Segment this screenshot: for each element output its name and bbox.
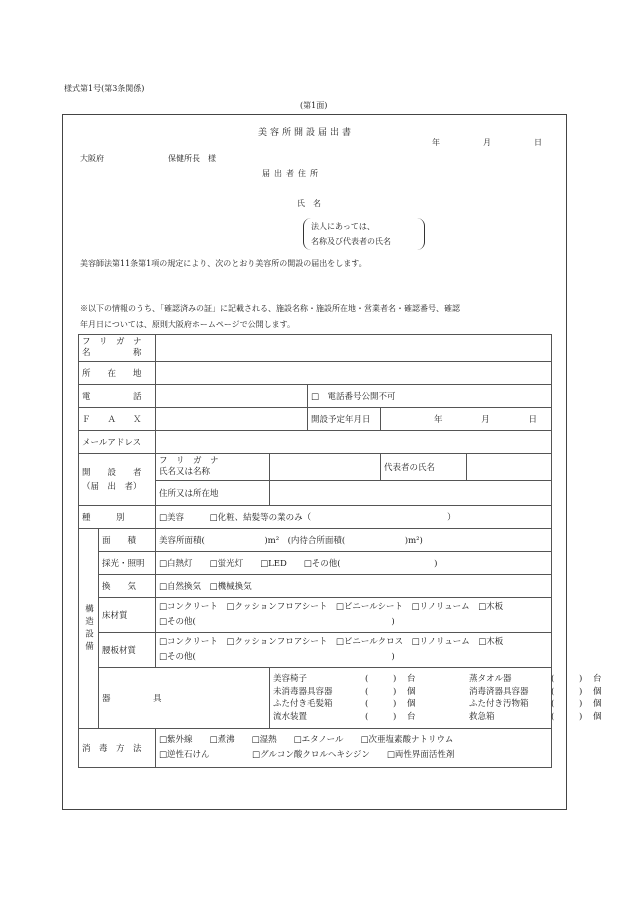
equipment-close-2[interactable]: ) xyxy=(579,699,583,709)
equipment-open-2: ( xyxy=(551,699,555,709)
email-label: メールアドレス xyxy=(79,431,156,454)
equipment-unit: 個 xyxy=(407,699,416,709)
equipment-row xyxy=(273,673,602,686)
equipment-name-2: 消毒済器具容器 xyxy=(469,686,529,697)
equipment-name: 流水装置 xyxy=(273,711,308,722)
floor-label: 床材質 xyxy=(99,598,156,633)
equipment-close[interactable]: ) xyxy=(393,699,397,709)
registration-table xyxy=(78,334,602,768)
founder-address-input[interactable] xyxy=(270,481,552,506)
statement: 美容師法第11条第1項の規定により、次のとおり美容所の開設の届出をします。 xyxy=(80,259,367,268)
equipment-unit-2: 台 xyxy=(593,674,602,684)
equipment-close-2[interactable]: ) xyxy=(579,711,583,722)
equipment-unit-2: 個 xyxy=(593,699,602,709)
equipment-row xyxy=(273,698,602,711)
equipment-open-2: ( xyxy=(551,711,555,722)
type-label: 種 別 xyxy=(79,506,156,529)
location-label: 所 在 地 xyxy=(79,362,156,385)
phone-label: 電 話 xyxy=(79,385,156,408)
facility-name-label-cell xyxy=(79,335,156,362)
area-label: 面 積 xyxy=(99,529,156,552)
facility-name-input[interactable] xyxy=(156,335,552,362)
notice-line-1: ※以下の情報のうち、「確認済みの証」に記載される、施設名称・施設所在地・営業者名・確認番号、確認 xyxy=(80,304,460,313)
date-year[interactable]: 年 xyxy=(432,138,440,147)
ventilation-options[interactable]: □自然換気 □機械換気 xyxy=(156,575,552,598)
founder-name-input[interactable] xyxy=(270,454,381,481)
email-input[interactable] xyxy=(156,431,552,454)
date-month[interactable]: 月 xyxy=(483,138,491,147)
page-label: (第1面) xyxy=(300,101,328,110)
equipment-row xyxy=(273,711,602,724)
fax-input[interactable] xyxy=(156,408,308,431)
lighting-options[interactable]: □白熱灯 □蛍光灯 □LED □その他( ) xyxy=(156,552,552,575)
addressee-prefecture: 大阪府 xyxy=(80,154,104,163)
equipment-close[interactable]: ) xyxy=(393,686,397,697)
type-options[interactable]: □美容 □化粧、結髪等の業のみ（ ） xyxy=(156,506,552,529)
open-date-month: 月 xyxy=(481,415,490,425)
equipment-unit-2: 個 xyxy=(593,686,602,697)
equipment-open: ( xyxy=(365,711,369,722)
form-title: 美容所開設届出書 xyxy=(258,128,355,138)
equipment-row xyxy=(273,686,602,699)
founder-furigana-label: フ リ ガ ナ xyxy=(159,456,219,466)
open-date-year: 年 xyxy=(434,415,443,425)
founder-name-label: 氏名又は名称 xyxy=(159,467,211,477)
equipment-list xyxy=(270,668,602,729)
area-input[interactable]: 美容所面積( )m² (内待合所面積( )m²) xyxy=(156,529,552,552)
equipment-unit: 台 xyxy=(407,674,416,684)
representative-input[interactable] xyxy=(467,454,552,481)
equipment-unit-2: 個 xyxy=(593,711,602,722)
applicant-name-label: 氏名 xyxy=(297,199,329,208)
equipment-close[interactable]: ) xyxy=(393,711,397,722)
structure-label: 構造設備 xyxy=(79,529,99,729)
ventilation-label: 換 気 xyxy=(99,575,156,598)
form-number: 様式第1号(第3条関係) xyxy=(64,84,145,93)
disinfection-label: 消 毒 方 法 xyxy=(79,729,156,768)
floor-options[interactable] xyxy=(156,598,552,633)
equipment-close[interactable]: ) xyxy=(393,674,397,684)
open-date-label: 開設予定年月日 xyxy=(308,408,381,431)
equipment-label: 器 具 xyxy=(99,668,270,729)
equipment-open-2: ( xyxy=(551,674,555,684)
equipment-close-2[interactable]: ) xyxy=(579,686,583,697)
date-day[interactable]: 日 xyxy=(534,138,542,147)
wainscot-options-line-2[interactable]: □その他( ) xyxy=(159,652,395,662)
open-date-input[interactable] xyxy=(381,408,552,431)
equipment-open: ( xyxy=(365,674,369,684)
disinfection-options-line-1[interactable]: □紫外線 □煮沸 □湿熱 □エタノール □次亜塩素酸ナトリウム xyxy=(159,735,454,745)
equipment-name-2: 蒸タオル器 xyxy=(469,674,512,684)
applicant-address-label: 届出者住所 xyxy=(262,169,322,178)
equipment-name-2: ふた付き汚物箱 xyxy=(469,699,529,709)
open-date-day: 日 xyxy=(528,415,537,425)
equipment-open: ( xyxy=(365,686,369,697)
disinfection-options-line-2[interactable]: □逆性石けん □グルコン酸クロルヘキシジン □両性界面活性剤 xyxy=(159,750,455,760)
equipment-name-2: 救急箱 xyxy=(469,711,495,722)
lighting-label: 採光・照明 xyxy=(99,552,156,575)
founder-sublabel: （届 出 者） xyxy=(82,481,142,492)
phone-private-checkbox[interactable]: □ 電話番号公開不可 xyxy=(308,385,552,408)
corporate-note-1: 法人にあっては、 xyxy=(311,222,375,231)
equipment-name: 未消毒器具容器 xyxy=(273,686,333,697)
location-input[interactable] xyxy=(156,362,552,385)
founder-name-label-cell xyxy=(156,454,270,481)
equipment-close-2[interactable]: ) xyxy=(579,674,583,684)
founder-label-cell xyxy=(79,454,156,506)
wainscot-options-line-1[interactable]: □コンクリート □クッションフロアシート □ビニールクロス □リノリューム □木板 xyxy=(159,637,504,647)
representative-label: 代表者の氏名 xyxy=(381,454,467,481)
floor-options-line-2[interactable]: □その他( ) xyxy=(159,617,395,627)
fax-label: Ｆ Ａ Ｘ xyxy=(79,408,156,431)
equipment-name: 美容椅子 xyxy=(273,674,308,684)
founder-address-label: 住所又は所在地 xyxy=(156,481,270,506)
equipment-unit: 台 xyxy=(407,711,416,722)
wainscot-options[interactable] xyxy=(156,633,552,668)
disinfection-options[interactable] xyxy=(156,729,552,768)
phone-input[interactable] xyxy=(156,385,308,408)
furigana-label: フ リ ガ ナ xyxy=(82,337,142,347)
notice-line-2: 年月日については、原則大阪府ホームページで公開します。 xyxy=(80,320,296,329)
addressee-office: 保健所長 様 xyxy=(168,154,216,163)
equipment-open-2: ( xyxy=(551,686,555,697)
floor-options-line-1[interactable]: □コンクリート □クッションフロアシート □ビニールシート □リノリューム □木板 xyxy=(159,602,504,612)
equipment-unit: 個 xyxy=(407,686,416,697)
equipment-open: ( xyxy=(365,699,369,709)
wainscot-label: 腰板材質 xyxy=(99,633,156,668)
facility-name-label: 名 称 xyxy=(82,348,142,358)
corporate-note-2: 名称及び代表者の氏名 xyxy=(311,237,391,246)
equipment-name: ふた付き毛髪箱 xyxy=(273,699,333,709)
founder-label: 開 設 者 xyxy=(82,467,142,478)
